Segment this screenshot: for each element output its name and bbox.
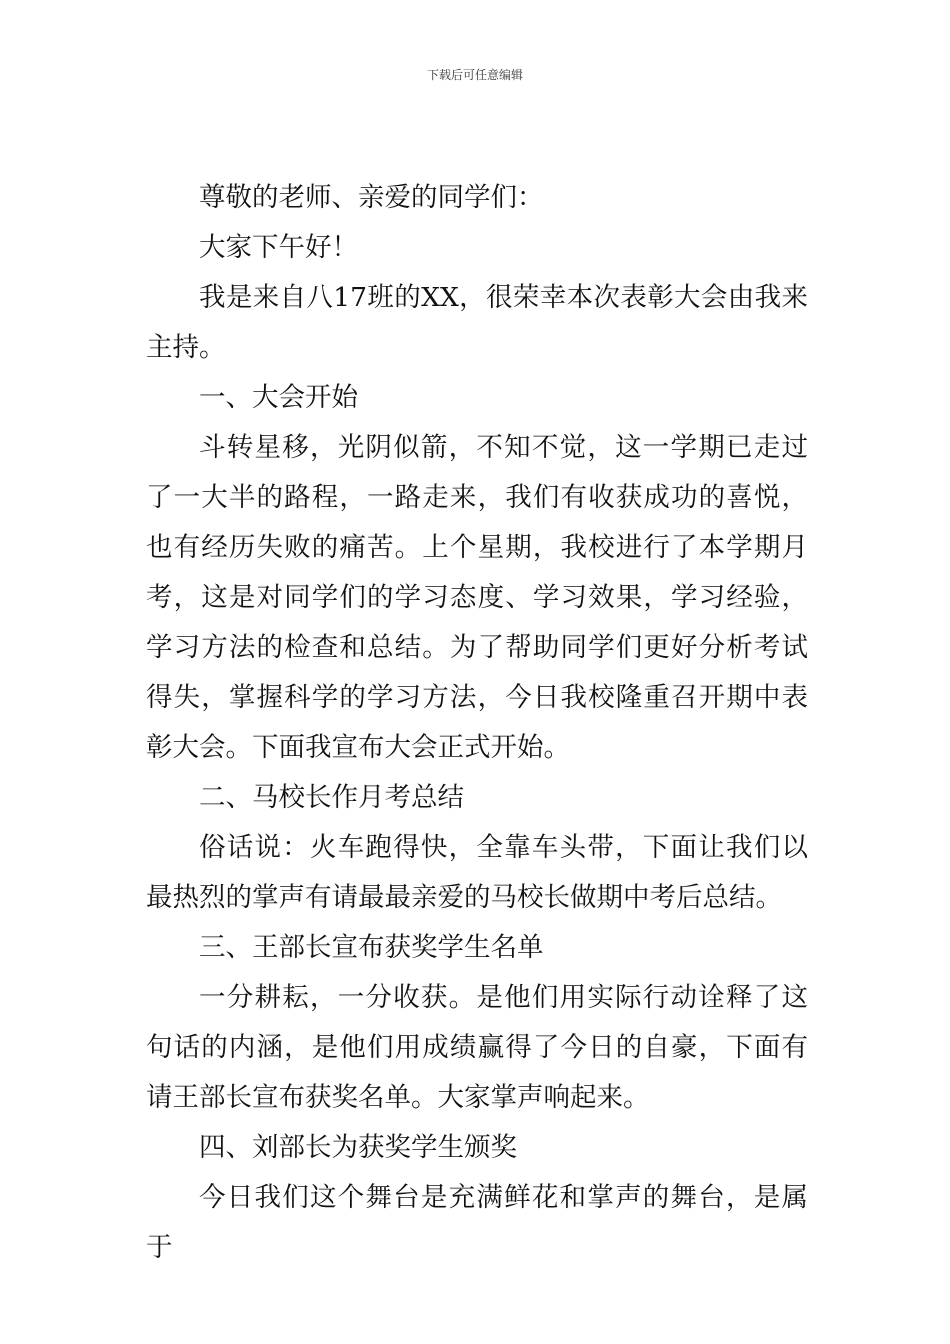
section-2-paragraph: 俗话说：火车跑得快，全靠车头带，下面让我们以最热烈的掌声有请最最亲爱的马校长做期中考后总结。: [146, 832, 808, 913]
section-heading-2: 二、马校长作月考总结: [199, 782, 464, 813]
host-intro-paragraph: 我是来自八17班的XX，很荣幸本次表彰大会由我来主持。: [146, 282, 808, 363]
document-body: [146, 173, 808, 1273]
section-heading-3: 三、王部长宣布获奖学生名单: [199, 932, 544, 963]
salutation: 尊敬的老师、亲爱的同学们：: [199, 182, 544, 213]
section-1-paragraph: 斗转星移，光阴似箭，不知不觉，这一学期已走过了一大半的路程，一路走来，我们有收获成功的喜悦，也有经历失败的痛苦。上个星期，我校进行了本学期月考，这是对同学们的学习态度、学习效果，学习经验，学习方法的检查和总结。为了帮助同学们更好分析考试得失，掌握科学的学习方法，今日我校隆重召开期中表彰大会。下面我宣布大会正式开始。: [146, 432, 808, 763]
section-heading-4: 四、刘部长为获奖学生颁奖: [199, 1132, 517, 1163]
section-heading-1: 一、大会开始: [199, 382, 358, 413]
greeting: 大家下午好！: [199, 232, 358, 263]
page-header-note: 下载后可任意编辑: [426, 68, 523, 82]
section-4-paragraph: 今日我们这个舞台是充满鲜花和掌声的舞台，是属于: [146, 1182, 808, 1263]
section-3-paragraph: 一分耕耘，一分收获。是他们用实际行动诠释了这句话的内涵，是他们用成绩赢得了今日的自豪，下面有请王部长宣布获奖名单。大家掌声响起来。: [146, 982, 808, 1113]
